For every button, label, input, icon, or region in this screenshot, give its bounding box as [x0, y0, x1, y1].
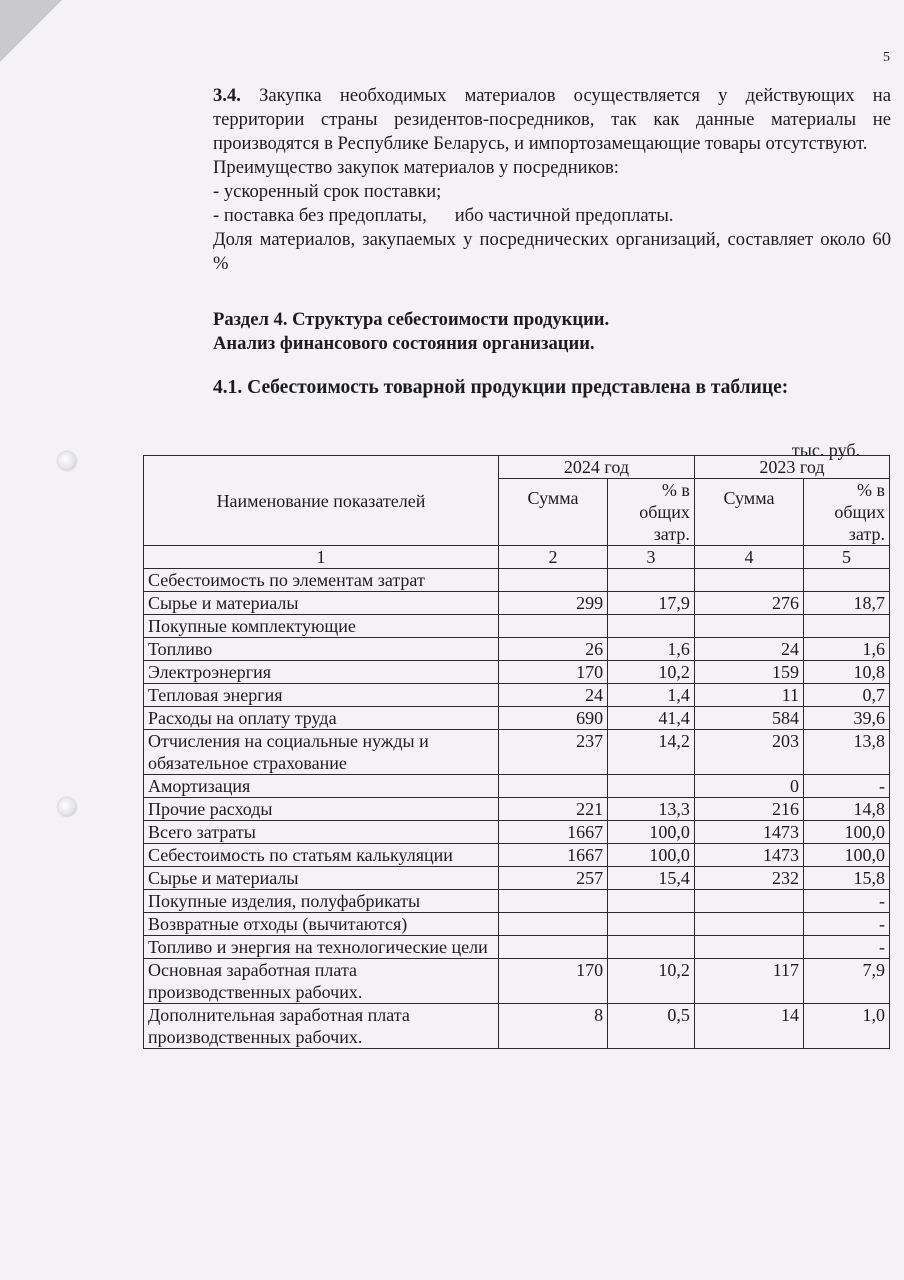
header-sum-2023: Сумма	[694, 479, 803, 546]
table-row	[144, 959, 890, 1004]
header-pct-2023: % в общих затр.	[804, 479, 890, 546]
table-row	[144, 707, 890, 730]
row-name-cell: Электроэнергия	[144, 661, 499, 684]
folded-corner	[0, 0, 62, 62]
pct-2024-cell: 17,9	[608, 592, 695, 615]
header-sum-2024: Сумма	[498, 479, 607, 546]
sum-2024-cell: 170	[498, 959, 607, 1004]
table-row	[144, 775, 890, 798]
pct-2024-cell: 10,2	[608, 959, 695, 1004]
sum-2023-cell: 584	[694, 707, 803, 730]
sum-2023-cell: 1473	[694, 844, 803, 867]
header-row-years	[144, 456, 890, 479]
row-name-cell: Себестоимость по статьям калькуляции	[144, 844, 499, 867]
pct-2023-cell: 0,7	[804, 684, 890, 707]
pct-2023-cell: 1,0	[804, 1004, 890, 1049]
sum-2024-cell: 1667	[498, 844, 607, 867]
row-name-cell: Расходы на оплату труда	[144, 707, 499, 730]
sum-2023-cell: 203	[694, 730, 803, 775]
pct-2023-cell: 10,8	[804, 661, 890, 684]
sum-2023-cell: 159	[694, 661, 803, 684]
pct-2024-cell: 1,4	[608, 684, 695, 707]
header-year-2024: 2024 год	[498, 456, 694, 479]
row-name-cell: Прочие расходы	[144, 798, 499, 821]
sum-2024-cell: 170	[498, 661, 607, 684]
sum-2023-cell: 14	[694, 1004, 803, 1049]
pct-2023-cell: 1,6	[804, 638, 890, 661]
pct-2023-cell: -	[804, 913, 890, 936]
table-row	[144, 867, 890, 890]
sum-2024-cell: 257	[498, 867, 607, 890]
row-name-cell: Сырье и материалы	[144, 867, 499, 890]
pct-2024-cell	[608, 775, 695, 798]
pct-2024-cell	[608, 936, 695, 959]
row-name-cell: Отчисления на социальные нужды и обязательное страхование	[144, 730, 499, 775]
advantage-item-2: - поставка без предоплаты, ибо частичной предоплаты.	[213, 205, 674, 226]
sum-2024-cell: 1667	[498, 821, 607, 844]
sum-2023-cell: 276	[694, 592, 803, 615]
pct-2023-cell: 100,0	[804, 844, 890, 867]
pct-2024-cell: 41,4	[608, 707, 695, 730]
col-num-2: 2	[498, 546, 607, 569]
col-num-5: 5	[804, 546, 890, 569]
header-pct-2024: % в общих затр.	[608, 479, 695, 546]
table-row	[144, 661, 890, 684]
sum-2024-cell: 299	[498, 592, 607, 615]
sum-2024-cell: 26	[498, 638, 607, 661]
share-paragraph: Доля материалов, закупаемых у посреднических организаций, составляет около 60 %	[213, 229, 891, 274]
table-caption: 4.1. Себестоимость товарной продукции представлена в таблице:	[213, 377, 789, 398]
pct-2024-cell: 13,3	[608, 798, 695, 821]
pct-2024-cell: 15,4	[608, 867, 695, 890]
sum-2023-cell	[694, 569, 803, 592]
table-row	[144, 821, 890, 844]
sum-2023-cell: 11	[694, 684, 803, 707]
sum-2023-cell: 1473	[694, 821, 803, 844]
table-row	[144, 592, 890, 615]
row-name-cell: Топливо и энергия на технологические цели	[144, 936, 499, 959]
header-name: Наименование показателей	[144, 456, 499, 546]
col-num-1: 1	[144, 546, 499, 569]
row-name-cell: Топливо	[144, 638, 499, 661]
row-name-cell: Всего затраты	[144, 821, 499, 844]
sum-2024-cell: 8	[498, 1004, 607, 1049]
table-row	[144, 615, 890, 638]
sum-2023-cell: 24	[694, 638, 803, 661]
column-number-row	[144, 546, 890, 569]
pct-2024-cell	[608, 890, 695, 913]
pct-2023-cell: 13,8	[804, 730, 890, 775]
pct-2023-cell: 39,6	[804, 707, 890, 730]
pct-2023-cell: -	[804, 775, 890, 798]
table-row	[144, 798, 890, 821]
section-title-line-1: Раздел 4. Структура себестоимости продукции.	[213, 309, 610, 330]
pct-2024-cell	[608, 569, 695, 592]
sum-2024-cell	[498, 569, 607, 592]
page-number: 5	[883, 50, 890, 65]
pct-2023-cell	[804, 569, 890, 592]
sum-2023-cell: 0	[694, 775, 803, 798]
row-name-cell: Дополнительная заработная плата производственных рабочих.	[144, 1004, 499, 1049]
table-row	[144, 936, 890, 959]
cost-table	[143, 455, 890, 1049]
sum-2024-cell: 690	[498, 707, 607, 730]
advantages-heading: Преимущество закупок материалов у посредников:	[213, 157, 619, 178]
pct-2023-cell: 18,7	[804, 592, 890, 615]
sum-2023-cell: 216	[694, 798, 803, 821]
pct-2023-cell	[804, 615, 890, 638]
sum-2024-cell	[498, 890, 607, 913]
table-row	[144, 730, 890, 775]
row-name-cell: Покупные изделия, полуфабрикаты	[144, 890, 499, 913]
row-name-cell: Сырье и материалы	[144, 592, 499, 615]
document-body	[213, 84, 891, 400]
table-row	[144, 684, 890, 707]
pct-2023-cell: -	[804, 890, 890, 913]
pct-2024-cell: 1,6	[608, 638, 695, 661]
paragraph-label: 3.4.	[213, 85, 241, 106]
sum-2024-cell: 221	[498, 798, 607, 821]
paragraph-text: Закупка необходимых материалов осуществляется у действующих на территории страны резидентов-посредников, так как данные материалы не производятся в Республике Беларусь, и импортозамещающие товары отсутствуют.	[213, 85, 891, 154]
sum-2023-cell	[694, 890, 803, 913]
table-row	[144, 913, 890, 936]
pct-2023-cell: 15,8	[804, 867, 890, 890]
header-year-2023: 2023 год	[694, 456, 889, 479]
advantage-item-1: - ускоренный срок поставки;	[213, 181, 442, 202]
sum-2024-cell: 24	[498, 684, 607, 707]
table-row	[144, 844, 890, 867]
sum-2023-cell: 117	[694, 959, 803, 1004]
table-row	[144, 569, 890, 592]
pct-2024-cell	[608, 913, 695, 936]
row-name-cell: Себестоимость по элементам затрат	[144, 569, 499, 592]
sum-2024-cell	[498, 936, 607, 959]
cost-table-body	[144, 569, 890, 1049]
col-num-4: 4	[694, 546, 803, 569]
pct-2024-cell: 14,2	[608, 730, 695, 775]
table-row	[144, 638, 890, 661]
pct-2023-cell: -	[804, 936, 890, 959]
sum-2023-cell	[694, 913, 803, 936]
pct-2024-cell: 10,2	[608, 661, 695, 684]
table-row	[144, 1004, 890, 1049]
row-name-cell: Амортизация	[144, 775, 499, 798]
sum-2023-cell	[694, 936, 803, 959]
row-name-cell: Основная заработная плата производственных рабочих.	[144, 959, 499, 1004]
pct-2023-cell: 7,9	[804, 959, 890, 1004]
paragraph-3-4	[213, 84, 891, 156]
punch-hole-bottom	[58, 798, 76, 816]
table-row	[144, 890, 890, 913]
punch-hole-top	[58, 452, 76, 470]
sum-2023-cell	[694, 615, 803, 638]
pct-2024-cell: 0,5	[608, 1004, 695, 1049]
row-name-cell: Возвратные отходы (вычитаются)	[144, 913, 499, 936]
table-units: тыс. руб.	[791, 440, 860, 460]
pct-2023-cell: 14,8	[804, 798, 890, 821]
row-name-cell: Тепловая энергия	[144, 684, 499, 707]
section-title-line-2: Анализ финансового состояния организации.	[213, 333, 595, 354]
pct-2024-cell: 100,0	[608, 821, 695, 844]
sum-2024-cell: 237	[498, 730, 607, 775]
sum-2024-cell	[498, 913, 607, 936]
pct-2023-cell: 100,0	[804, 821, 890, 844]
sum-2024-cell	[498, 775, 607, 798]
pct-2024-cell	[608, 615, 695, 638]
col-num-3: 3	[608, 546, 695, 569]
pct-2024-cell: 100,0	[608, 844, 695, 867]
sum-2023-cell: 232	[694, 867, 803, 890]
sum-2024-cell	[498, 615, 607, 638]
row-name-cell: Покупные комплектующие	[144, 615, 499, 638]
